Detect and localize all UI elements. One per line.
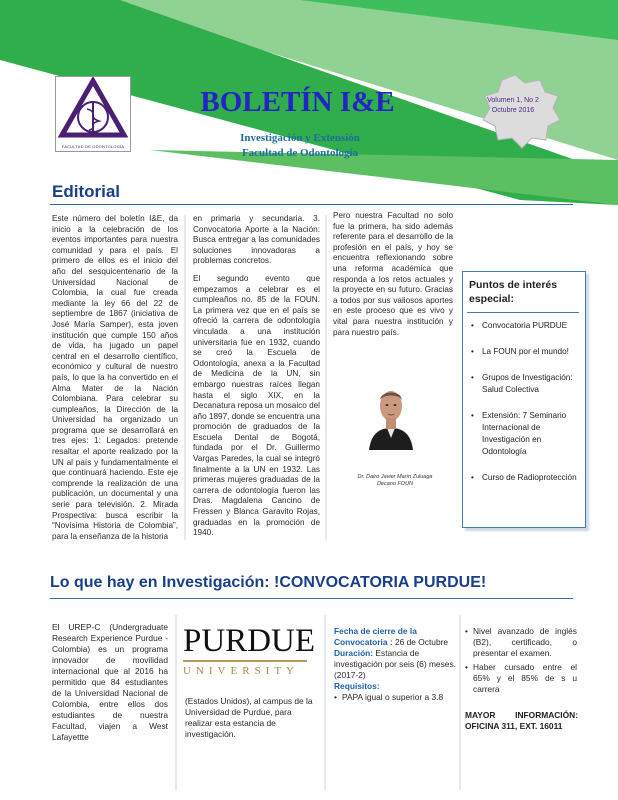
investigacion-column-3 [334, 626, 459, 703]
duracion-label: Duración: [334, 648, 374, 658]
sidebar-title-line-1: Puntos de interés [469, 279, 558, 291]
bullet-icon: • [471, 473, 474, 482]
bulletin-subtitle [195, 131, 405, 161]
requirement-item [465, 662, 577, 695]
dean-caption [345, 474, 445, 488]
editorial-divider [50, 204, 573, 205]
purdue-divider [183, 660, 307, 662]
sidebar-item [471, 346, 583, 358]
sidebar-title [469, 278, 557, 306]
bullet-icon: • [465, 662, 468, 672]
bullet-icon: • [471, 411, 474, 420]
bullet-icon: • [471, 373, 474, 382]
editorial-paragraph: en primaria y secundaria. 3. Convocatoria Aporte a la Nación: Busca entregar a las comunidades soluciones innovadoras a problemas concretos. [193, 214, 320, 266]
dean-role: Decano FOUN [376, 481, 414, 487]
volume-badge [468, 96, 558, 116]
bullet-icon: • [334, 692, 337, 702]
investigacion-divider [50, 598, 573, 599]
purdue-wordmark: PURDUE [183, 623, 316, 659]
sidebar-divider [467, 312, 579, 313]
sidebar-item [471, 410, 583, 458]
bulletin-title: BOLETÍN I&E [200, 86, 395, 118]
sidebar-item-label: Convocatoria PURDUE [482, 321, 568, 330]
requirement-text: Haber cursado entre el 65% y el 85% de s u carrera [473, 662, 577, 694]
purdue-university-label: UNIVERSITY [183, 665, 299, 677]
editorial-column-3 [333, 211, 453, 345]
investigacion-column-1: El UREP-C (Undergraduate Research Experience Purdue - Colombia) es un programa innovador de movilidad internacional que al 2016 ha permitido que 84 estudiantes de la Universidad Nacional de Colombia, entre ellos dos estudiantes de nuestra Facultad, viajen a West Lafayettte [52, 622, 168, 742]
sidebar-item-label: La FOUN por el mundo! [482, 347, 569, 356]
subtitle-line-1: Investigación y Extensión [240, 132, 360, 144]
investigacion-column-2: (Estados Unidos), al campus de la Universidad de Purdue, para realizar esta estancia de investigación. [185, 696, 313, 739]
sidebar-item [471, 320, 583, 332]
sidebar-item-label: Extensión: 7 Seminario Internacional de Investigación en Odontología [482, 411, 567, 456]
duracion-value: Estancia de investigación por seis (6) meses. (2017-2) [334, 648, 456, 680]
sidebar-list [471, 318, 583, 484]
editorial-column-1 [52, 214, 178, 549]
fecha-value: 26 de Octubre [392, 637, 449, 647]
editorial-paragraph: Este número del boletín I&E, da inicio a la celebración de los eventos importantes para nuestra comunidad y para el país. El primero de ellos es el inicio del año del sesquicentenario de la Universidad Nacional de Colombia, la cual fue creada mediante la ley 66 del 22 de septiembre de 1867 (iniciativa de José María Samper), esta joven institución que cumple 150 años de vida, ha jugado un papel central en el desarrollo científico, económico y cultural de nuestro país, lo que la ha convertido en el Alma Mater de la Nación Colombiana. Para celebrar su cumpleaños, la Dirección de la Universidad ha organizado un programa que se desarrollará en tres ejes: 1: Legados: pretende resaltar el aporte realizado por la UN al país y fundamentalmente el que continuará haciendo. Este eje comprende la realización de una publicación, un documental y una serie para televisión. 2. Mirada Prospectiva: busca escribir la “Novísima Historia de Colombia”, para la enseñanza de la historia [52, 214, 178, 541]
points-of-interest-sidebar [462, 271, 586, 528]
editorial-heading: Editorial [52, 182, 121, 201]
logo-caption: FACULTAD DE ODONTOLOGÍA [61, 144, 125, 149]
volume-number: Volumen 1, No 2 [487, 97, 539, 104]
sidebar-item-label: Grupos de Investigación: Salud Colectiva [482, 373, 573, 394]
fecha-cierre [334, 626, 459, 648]
bullet-icon: • [471, 321, 474, 330]
investigacion-heading: Lo que hay en Investigación: !CONVOCATORIA PURDUE! [50, 574, 487, 591]
purdue-logo [183, 623, 316, 689]
editorial-column-2 [193, 214, 320, 546]
sidebar-item [471, 372, 583, 396]
requirement-item [334, 692, 459, 703]
dean-name: Dr. Dairo Javier Marín Zuluaga [357, 474, 433, 480]
sidebar-title-line-2: especial: [469, 293, 514, 305]
subtitle-line-2: Facultad de Odontología [241, 147, 359, 159]
editorial-paragraph: Pero nuestra Facultad no solo fue la primera, ha sido además referente para el desarrollo de la profesión en el país, y hoy se encuentra reflexionando sobre una reforma académica que responda a los retos actuales y la proyecte en su futuro. Gracias a todos por sus valiosos aportes en este proceso que es vivo y vital para nuestra institución y para nuestro país. [333, 211, 453, 337]
sidebar-item-label: Curso de Radioprotección [482, 473, 577, 482]
faculty-logo-emblem [56, 77, 130, 151]
issue-date: Octubre 2016 [491, 107, 535, 114]
editorial-paragraph: El segundo evento que empezamos a celebrar es el cumpleaños no. 85 de la FOUN. La primera vez que en el país se ofreció la carrera de odontología vinculada a una institución universitaria fue en 1932, cuando se creó la Escuela de Odontología, anexa a la Facultad de Medicina de la UN, sin embargo nuestras raíces llegan hasta el siglo XIX, en la Decanatura reposa un mosaico del año 1897, donde se encuentra una promoción de graduados de la Escuela Dental de Bogotá, fundada por el Dr. Guillermo Vargas Paredes, la cual se integró finalmente a la UN en 1932. Las primeras mujeres graduadas de la carrera de odontología fueron las Dras. Magdalena Cancino de Fressen y Blanca Garavito Rojas, graduadas en la promoción de 1940. [193, 273, 321, 538]
sidebar-item [471, 472, 583, 484]
requirement-text: PAPA igual o superior a 3.8 [342, 692, 444, 702]
bullet-icon: • [471, 347, 474, 356]
requirement-item [465, 626, 577, 659]
faculty-logo [55, 76, 131, 152]
dean-photo [367, 378, 415, 450]
duracion [334, 648, 459, 681]
requirement-text: Nivel avanzado de inglés (B2), certificado, o presentar el examen. [473, 626, 577, 658]
investigacion-column-4 [465, 626, 577, 698]
more-info-contact: MAYOR INFORMACIÓN: OFICINA 311, EXT. 16011 [465, 710, 578, 731]
requisitos-label: Requisitos: [334, 681, 380, 691]
fecha-label: Fecha de cierre de la Convocatoria : [334, 626, 417, 647]
bullet-icon: • [465, 626, 468, 636]
